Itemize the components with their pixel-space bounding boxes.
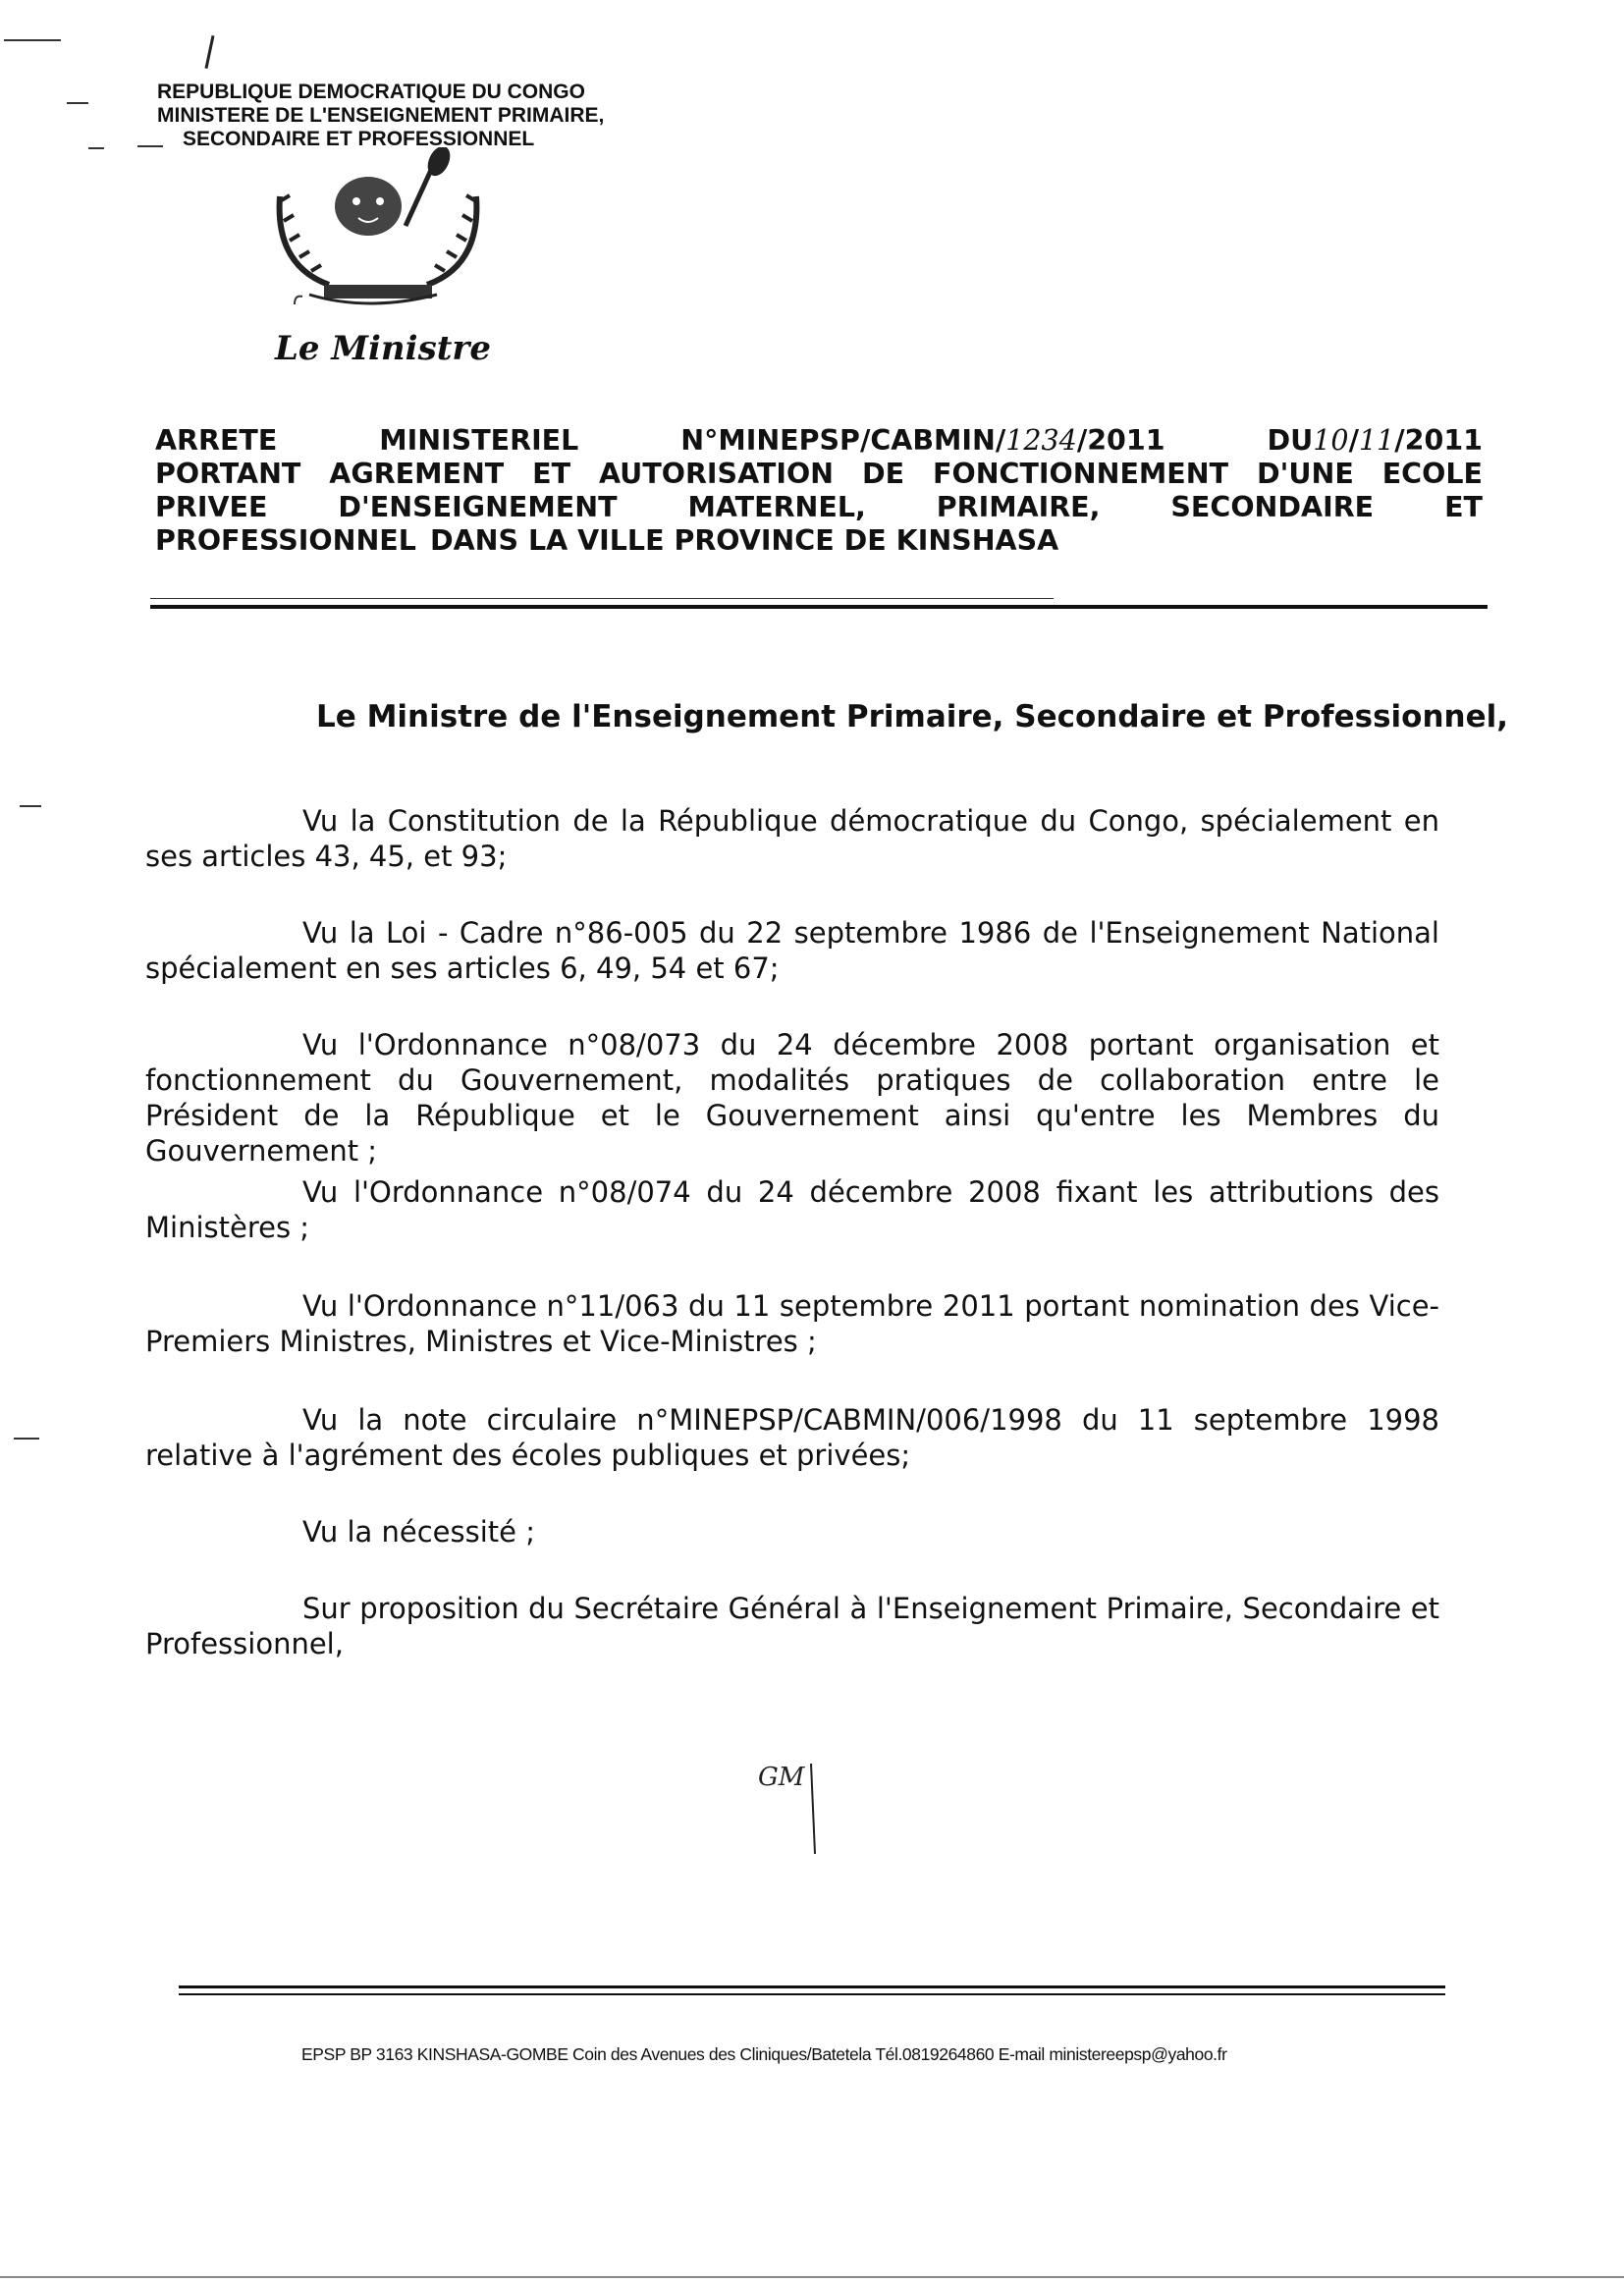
date-year: /2011	[1394, 424, 1483, 457]
paragraph-text: Vu la Loi - Cadre n°86-005 du 22 septembre 1986 de l'Enseignement National spécialement en ses articles 6, 49, 54 et 67;	[145, 916, 1439, 985]
footer-rule	[179, 1985, 1445, 1988]
considerant-paragraph	[145, 1514, 1439, 1550]
title-underline	[150, 605, 1488, 609]
title-line-4	[155, 524, 1483, 558]
ref-prefix: N°MINEPSP/CABMIN/	[680, 424, 1006, 457]
title-word: ARRETE	[155, 424, 278, 457]
letterhead-country: REPUBLIQUE DEMOCRATIQUE DU CONGO	[157, 81, 585, 103]
title-word: PRIVEE	[155, 491, 268, 523]
handwritten-ref-number: 1234	[1005, 424, 1077, 457]
title-word: SECONDAIRE	[1170, 491, 1375, 523]
letterhead-ministry-cont: SECONDAIRE ET PROFESSIONNEL	[183, 128, 535, 150]
scan-mark	[88, 147, 104, 149]
paragraph-text: Vu la Constitution de la République démocratique du Congo, spécialement en ses articles 43, 45, et 93;	[145, 804, 1439, 873]
scan-mark	[14, 1438, 39, 1440]
title-word: ECOLE	[1381, 458, 1483, 490]
title-word: PORTANT	[155, 458, 301, 490]
considerant-paragraph	[145, 1174, 1439, 1245]
handwritten-initials	[754, 1756, 852, 1864]
title-line-2	[155, 458, 1483, 491]
considerant-paragraph	[145, 1591, 1439, 1661]
title-line-1	[155, 424, 1483, 458]
handwritten-date-day: 10	[1313, 424, 1349, 457]
title-word: D'UNE	[1256, 458, 1354, 490]
considerant-paragraph	[145, 1027, 1439, 1169]
scan-mark	[20, 805, 41, 807]
title-word: DANS LA VILLE PROVINCE DE KINSHASA	[429, 524, 1059, 557]
scan-mark	[4, 39, 61, 41]
considerant-paragraph	[145, 803, 1439, 874]
paragraph-text: Sur proposition du Secrétaire Général à l'Enseignement Primaire, Secondaire et Professionnel,	[145, 1592, 1439, 1660]
decree-title	[155, 424, 1483, 558]
paragraph-text: Vu l'Ordonnance n°08/074 du 24 décembre 2008 fixant les attributions des Ministères ;	[145, 1175, 1439, 1244]
handwritten-date-month: 11	[1358, 424, 1395, 457]
footer-address: EPSP BP 3163 KINSHASA-GOMBE Coin des Avenues des Cliniques/Batetela Tél.0819264860 E-mail ministereepsp@yahoo.fr	[301, 2044, 1227, 2064]
scan-edge	[0, 2276, 1624, 2278]
date-prefix: DU	[1267, 424, 1314, 457]
title-word: D'ENSEIGNEMENT	[338, 491, 618, 523]
title-word: PROFESSIONNEL	[155, 524, 416, 557]
paragraph-text: Vu la note circulaire n°MINEPSP/CABMIN/006/1998 du 11 septembre 1998 relative à l'agrément des écoles publiques et privées;	[145, 1403, 1439, 1472]
considerant-paragraph	[145, 1288, 1439, 1359]
title-word: ET	[532, 458, 571, 490]
scan-mark	[67, 102, 88, 104]
title-word: MATERNEL,	[687, 491, 866, 523]
letterhead-ministry: MINISTERE DE L'ENSEIGNEMENT PRIMAIRE,	[157, 104, 605, 127]
initials-text: GM	[758, 1763, 805, 1792]
title-word: AGREMENT	[329, 458, 505, 490]
title-word: AUTORISATION	[599, 458, 835, 490]
title-word: PRIMAIRE,	[936, 491, 1101, 523]
footer-rule	[179, 1993, 1445, 1995]
paragraph-text: Vu la nécessité ;	[302, 1515, 535, 1549]
title-word: ET	[1444, 491, 1483, 523]
considerant-paragraph	[145, 915, 1439, 986]
title-underline-thin	[150, 598, 1054, 599]
paragraph-text: Vu l'Ordonnance n°08/073 du 24 décembre 2008 portant organisation et fonctionnement du Gouvernement, modalités pratiques de collaboration entre le Président de la République et le Gouvernement ainsi qu'entre les Membres du Gouvernement ;	[145, 1028, 1439, 1168]
minister-heading: Le Ministre de l'Enseignement Primaire, Secondaire et Professionnel,	[316, 699, 1509, 734]
decree-date: DU10/11/2011	[1267, 424, 1483, 457]
title-word: DE	[861, 458, 905, 490]
title-word: FONCTIONNEMENT	[933, 458, 1229, 490]
coat-of-arms-emblem	[270, 147, 486, 314]
paragraph-text: Vu l'Ordonnance n°11/063 du 11 septembre 2011 portant nomination des Vice-Premiers Ministres, Ministres et Vice-Ministres ;	[145, 1289, 1439, 1358]
ref-year: /2011	[1076, 424, 1165, 457]
minister-signature-title: Le Ministre	[275, 329, 491, 368]
considerant-paragraph	[145, 1402, 1439, 1473]
title-line-3	[155, 491, 1483, 524]
title-word: MINISTERIEL	[379, 424, 579, 457]
decree-reference	[680, 424, 1164, 458]
letterhead	[157, 81, 604, 151]
pen-mark	[204, 35, 214, 69]
